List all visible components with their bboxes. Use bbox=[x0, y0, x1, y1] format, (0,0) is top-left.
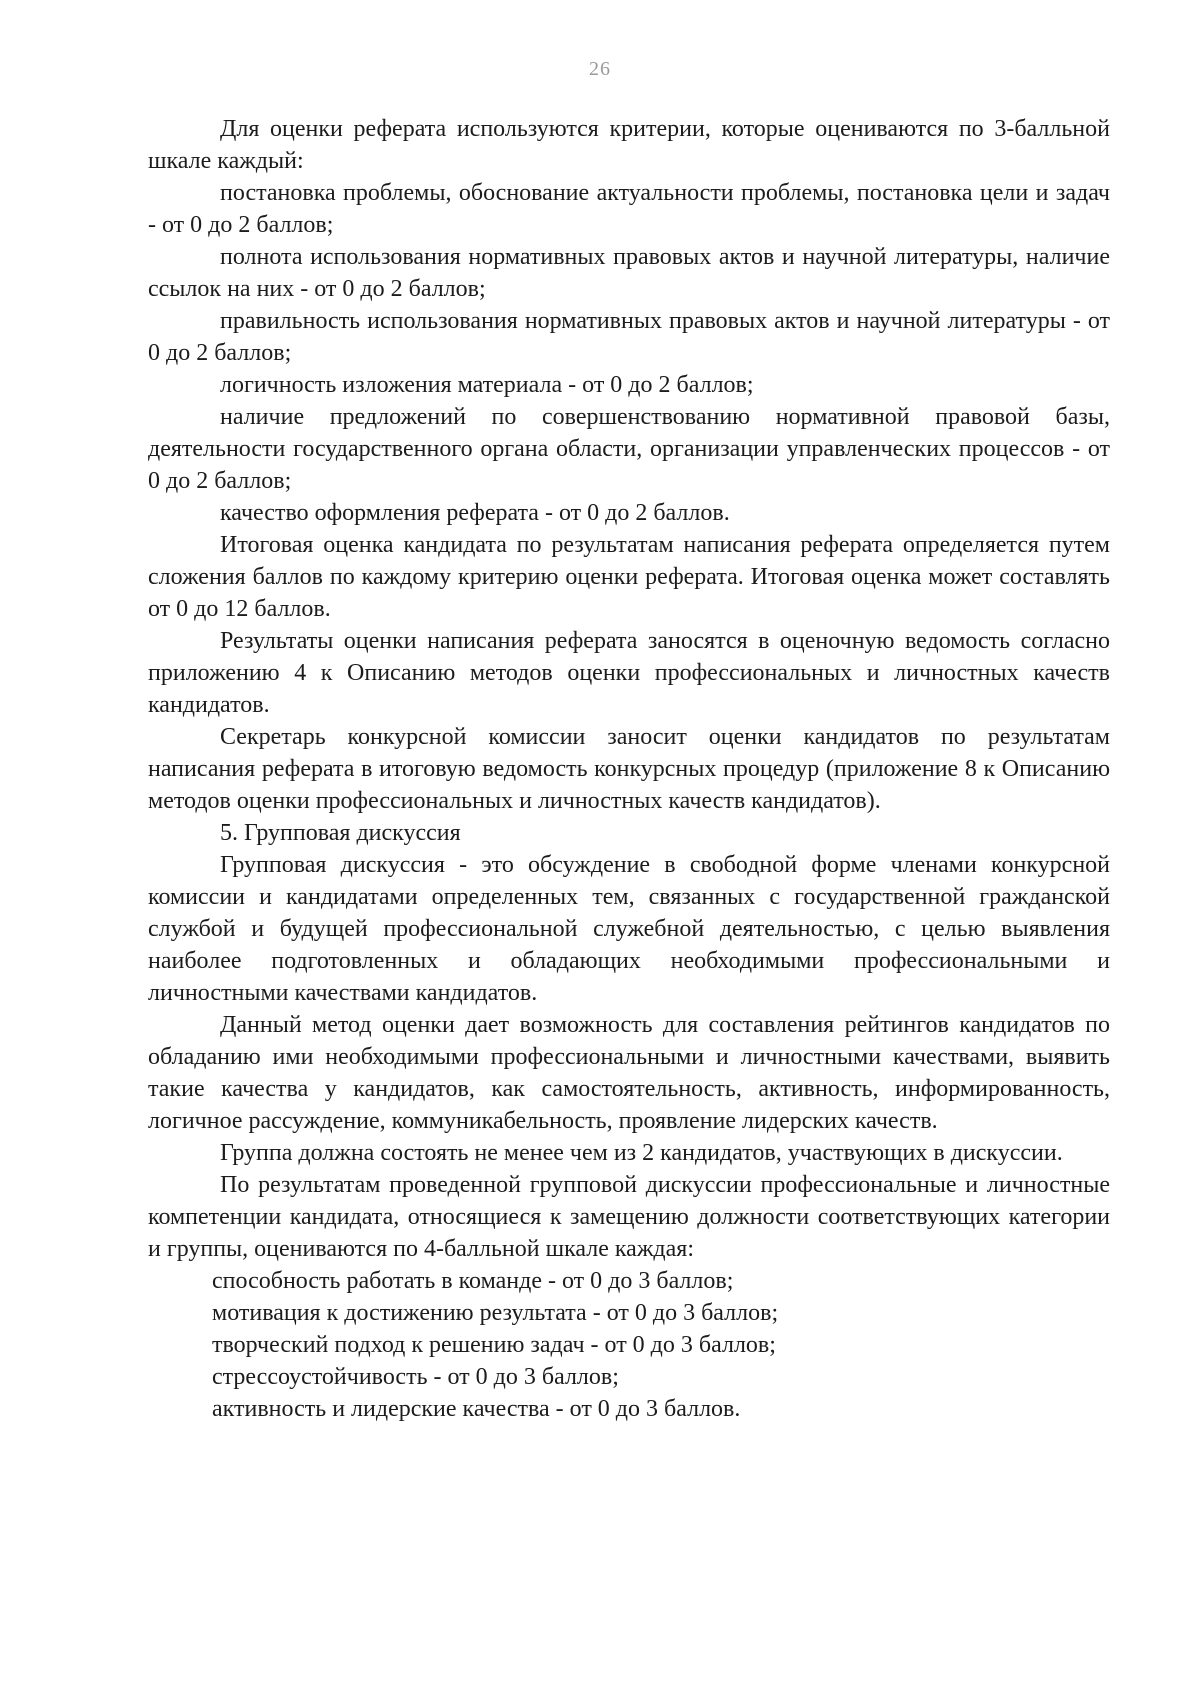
section-heading-group-discussion: 5. Групповая дискуссия bbox=[220, 820, 461, 846]
criterion-formatting-quality: качество оформления реферата - от 0 до 2 баллов. bbox=[220, 500, 730, 526]
paragraph-essay-criteria-intro: Для оценки реферата используются критерии, которые оцениваются по 3-балльной шкале каждый: bbox=[148, 116, 1110, 174]
paragraph-final-essay-score: Итоговая оценка кандидата по результатам написания реферата определяется путем сложения баллов по каждому критерию оценки реферата. Итоговая оценка может составлять от 0 до 12 баллов. bbox=[148, 532, 1110, 622]
paragraph-group-discussion-definition: Групповая дискуссия - это обсуждение в свободной форме членами конкурсной комиссии и кандидатами определенных тем, связанных с государственной гражданской службой и будущей профессиональной служебной деятельностью, с целью выявления наиболее подготовленных и обладающих необходимыми профессиональными и личностными качествами кандидатов. bbox=[148, 852, 1110, 1006]
criterion-problem-statement: постановка проблемы, обоснование актуальности проблемы, постановка цели и задач - от 0 до 2 баллов; bbox=[148, 180, 1110, 238]
paragraph-method-purpose: Данный метод оценки дает возможность для составления рейтингов кандидатов по обладанию ими необходимыми профессиональными и личностными качествами, выявить такие качества у кандидатов, как самостоятельность, активность, информированность, логичное рассуждение, коммуникабельность, проявление лидерских качеств. bbox=[148, 1012, 1110, 1134]
criterion-correct-use-of-sources: правильность использования нормативных правовых актов и научной литературы - от 0 до 2 баллов; bbox=[148, 308, 1110, 366]
criterion-improvement-proposals: наличие предложений по совершенствованию нормативной правовой базы, деятельности государственного органа области, организации управленческих процессов - от 0 до 2 баллов; bbox=[148, 404, 1110, 494]
page-number: 26 bbox=[589, 58, 611, 80]
paragraph-assessment-sheet: Результаты оценки написания реферата заносятся в оценочную ведомость согласно приложению 4 к Описанию методов оценки профессиональных и личностных качеств кандидатов. bbox=[148, 628, 1110, 718]
competency-teamwork: способность работать в команде - от 0 до 3 баллов; bbox=[212, 1268, 734, 1294]
competency-leadership: активность и лидерские качества - от 0 до 3 баллов. bbox=[212, 1396, 741, 1422]
paragraph-group-size: Группа должна состоять не менее чем из 2 кандидатов, участвующих в дискуссии. bbox=[220, 1140, 1063, 1166]
competency-creativity: творческий подход к решению задач - от 0 до 3 баллов; bbox=[212, 1332, 776, 1358]
paragraph-secretary-records: Секретарь конкурсной комиссии заносит оценки кандидатов по результатам написания реферата в итоговую ведомость конкурсных процедур (приложение 8 к Описанию методов оценки профессиональных и личностных качеств кандидатов). bbox=[148, 724, 1110, 814]
competency-stress-resistance: стрессоустойчивость - от 0 до 3 баллов; bbox=[212, 1364, 619, 1390]
criterion-completeness-of-sources: полнота использования нормативных правовых актов и научной литературы, наличие ссылок на них - от 0 до 2 баллов; bbox=[148, 244, 1110, 302]
criterion-logical-presentation: логичность изложения материала - от 0 до 2 баллов; bbox=[220, 372, 754, 398]
paragraph-competencies-scale: По результатам проведенной групповой дискуссии профессиональные и личностные компетенции кандидата, относящиеся к замещению должности соответствующих категории и группы, оцениваются по 4-балльной шкале каждая: bbox=[148, 1172, 1110, 1262]
competency-motivation: мотивация к достижению результата - от 0 до 3 баллов; bbox=[212, 1300, 779, 1326]
body-text bbox=[148, 113, 1110, 1425]
